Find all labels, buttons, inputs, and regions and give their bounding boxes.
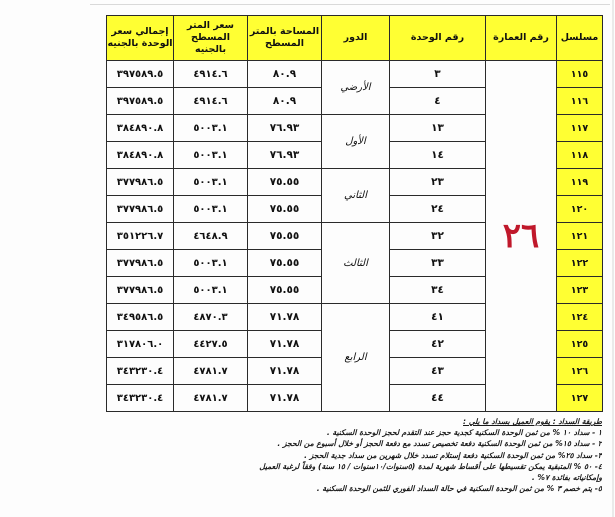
serial-cell: ١١٩ (557, 169, 603, 196)
serial-cell: ١٢٦ (557, 358, 603, 385)
area-cell: ٧١.٧٨ (248, 358, 322, 385)
price-per-meter-cell: ٥٠٠٣.١ (174, 142, 248, 169)
price-per-meter-cell: ٥٠٠٣.١ (174, 250, 248, 277)
unit-cell: ١٣ (390, 115, 486, 142)
unit-cell: ٤١ (390, 304, 486, 331)
total-price-cell: ٣٥١٢٢٦.٧ (107, 223, 174, 250)
top-divider (90, 4, 610, 5)
serial-cell: ١١٧ (557, 115, 603, 142)
total-price-cell: ٣٤٩٥٨٦.٥ (107, 304, 174, 331)
serial-cell: ١٢٣ (557, 277, 603, 304)
unit-cell: ٣ (390, 61, 486, 88)
area-cell: ٧١.٧٨ (248, 331, 322, 358)
price-per-meter-cell: ٥٠٠٣.١ (174, 169, 248, 196)
serial-cell: ١٢٧ (557, 385, 603, 412)
payment-note-item: ٣- سداد ٢٥% من ثمن الوحدة السكنية دفعة إستلام تسدد خلال شهرين من سداد جدية الحجز . (304, 450, 602, 460)
area-cell: ٧٥.٥٥ (248, 169, 322, 196)
total-price-cell: ٣٤٣٢٣٠.٤ (107, 385, 174, 412)
total-price-cell: ٣٩٧٥٨٩.٥ (107, 88, 174, 115)
unit-cell: ١٤ (390, 142, 486, 169)
area-cell: ٧٦.٩٣ (248, 142, 322, 169)
building-number-cell: ٢٦ (486, 61, 557, 412)
unit-cell: ٣٤ (390, 277, 486, 304)
total-price-cell: ٣٩٧٥٨٩.٥ (107, 61, 174, 88)
unit-cell: ٢٣ (390, 169, 486, 196)
serial-cell: ١٢٥ (557, 331, 603, 358)
serial-cell: ١١٥ (557, 61, 603, 88)
total-price-cell: ٣٧٧٩٨٦.٥ (107, 277, 174, 304)
header-serial: مسلسل (557, 16, 603, 61)
header-building: رقم العمارة (486, 16, 557, 61)
floor-cell: الثالث (322, 223, 390, 304)
total-price-cell: ٣٧٧٩٨٦.٥ (107, 196, 174, 223)
payment-note-item: ٢ - سداد ١٥% من ثمن الوحدة السكنية دفعة تخصيص تسدد مع دفعة الحجز أو خلال أسبوع من الحجز . (277, 439, 602, 449)
unit-cell: ٣٢ (390, 223, 486, 250)
unit-cell: ٣٣ (390, 250, 486, 277)
floor-cell: الأول (322, 115, 390, 169)
price-per-meter-cell: ٤٨٧٠.٣ (174, 304, 248, 331)
page-edge (612, 0, 614, 517)
area-cell: ٧١.٧٨ (248, 385, 322, 412)
area-cell: ٨٠.٩ (248, 61, 322, 88)
header-area: المساحة بالمتر المسطح (248, 16, 322, 61)
price-per-meter-cell: ٤٧٨١.٧ (174, 358, 248, 385)
area-cell: ٧٦.٩٣ (248, 115, 322, 142)
serial-cell: ١٢١ (557, 223, 603, 250)
floor-cell: الرابع (322, 304, 390, 412)
payment-notes-title: طريقة السداد : يقوم العميل بسداد ما يلي : (463, 417, 602, 426)
area-cell: ٧٥.٥٥ (248, 196, 322, 223)
unit-cell: ٤٣ (390, 358, 486, 385)
price-per-meter-cell: ٥٠٠٣.١ (174, 277, 248, 304)
unit-cell: ٢٤ (390, 196, 486, 223)
total-price-cell: ٣٨٤٨٩٠.٨ (107, 142, 174, 169)
price-per-meter-cell: ٤٤٢٧.٥ (174, 331, 248, 358)
total-price-cell: ٣٧٧٩٨٦.٥ (107, 169, 174, 196)
unit-cell: ٤٤ (390, 385, 486, 412)
area-cell: ٧١.٧٨ (248, 304, 322, 331)
total-price-cell: ٣٤٣٢٣٠.٤ (107, 358, 174, 385)
floor-cell: الأرضي (322, 61, 390, 115)
floor-cell: الثاني (322, 169, 390, 223)
price-per-meter-cell: ٤٧٨١.٧ (174, 385, 248, 412)
serial-cell: ١١٨ (557, 142, 603, 169)
header-price-per-meter: سعر المتر المسطح بالجنيه (174, 16, 248, 61)
payment-note-item: ١ - سداد ١٠ % من ثمن الوحدة السكنية كجدية حجز عند التقدم لحجز الوحدة السكنية . (326, 428, 602, 438)
unit-cell: ٤ (390, 88, 486, 115)
price-per-meter-cell: ٤٦٤٨.٩ (174, 223, 248, 250)
header-unit: رقم الوحدة (390, 16, 486, 61)
table-row (107, 61, 603, 88)
price-per-meter-cell: ٤٩١٤.٦ (174, 61, 248, 88)
area-cell: ٨٠.٩ (248, 88, 322, 115)
payment-notes (140, 416, 602, 494)
serial-cell: ١١٦ (557, 88, 603, 115)
payment-note-item: وإمكانياته بفائدة ٧% . (531, 473, 602, 483)
units-table (106, 15, 603, 412)
header-floor: الدور (322, 16, 390, 61)
serial-cell: ١٢٢ (557, 250, 603, 277)
price-per-meter-cell: ٥٠٠٣.١ (174, 115, 248, 142)
area-cell: ٧٥.٥٥ (248, 277, 322, 304)
unit-cell: ٤٢ (390, 331, 486, 358)
total-price-cell: ٣٨٤٨٩٠.٨ (107, 115, 174, 142)
serial-cell: ١٢٤ (557, 304, 603, 331)
serial-cell: ١٢٠ (557, 196, 603, 223)
area-cell: ٧٥.٥٥ (248, 223, 322, 250)
header-total-price: إجمالي سعر الوحدة بالجنيه (107, 16, 174, 61)
area-cell: ٧٥.٥٥ (248, 250, 322, 277)
header-row (107, 16, 603, 61)
total-price-cell: ٣٧٧٩٨٦.٥ (107, 250, 174, 277)
price-per-meter-cell: ٥٠٠٣.١ (174, 196, 248, 223)
payment-note-item: ٥- يتم خصم ٣ % من ثمن الوحدة السكنية في حالة السداد الفوري للثمن الوحدة السكنية . (316, 484, 602, 494)
price-per-meter-cell: ٤٩١٤.٦ (174, 88, 248, 115)
payment-note-item: ٤- ٥٠ % المتبقية يمكن تقسيطها على أقساط شهرية لمدة (٥سنوات/١٠سنوات / ١٥ سنة) وفقاً لرغبة العميل (259, 461, 602, 471)
total-price-cell: ٣١٧٨٠٦.٠ (107, 331, 174, 358)
